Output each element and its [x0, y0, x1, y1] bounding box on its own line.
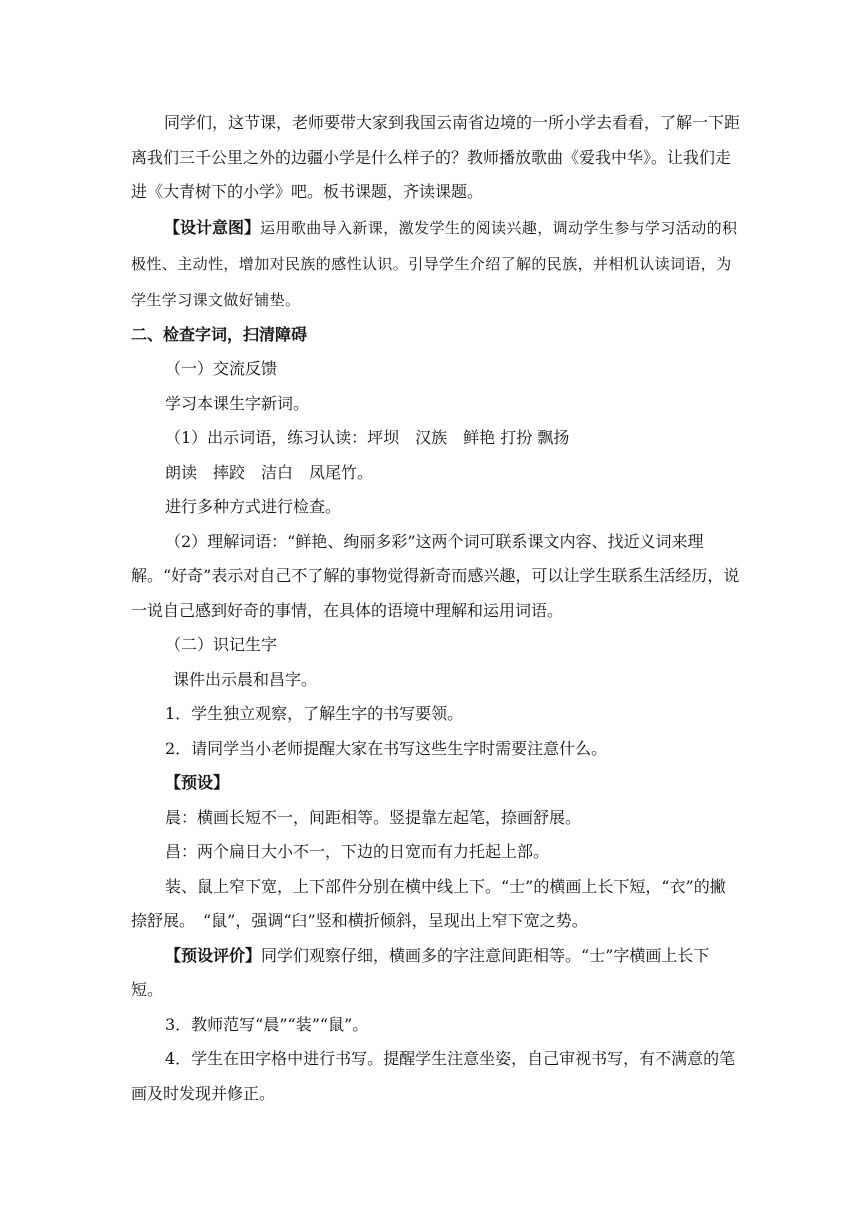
vocab-check-note: 进行多种方式进行检查。 [165, 497, 342, 516]
design-intent-label: 【设计意图】 [164, 217, 261, 237]
preset-zhuang-shu: 装、鼠上窄下宽，上下部件分别在横中线上下。“士”的横画上长下短，“衣”的撇捺舒展。 “鼠”，强调“臼”竖和横折倾斜，呈现出上窄下宽之势。 [131, 876, 726, 930]
preset-chen: 晨：横画长短不一，间距相等。竖提靠左起笔，捺画舒展。 [165, 807, 582, 827]
section-heading: 二、检查字词，扫清障碍 [131, 324, 308, 344]
subsection-intro: 学习本课生字新词。 [165, 393, 310, 413]
preset-evaluation-text: 同学们观察仔细，横画多的字注意间距相等。“士”字横画上长下短。 [131, 945, 710, 999]
vocab-item-2: （2）理解词语：“鲜艳、绚丽多彩”这两个词可联系课文内容、找近义词来理解。“好奇”表示对自己不了解的事物觉得新奇而感兴趣，可以让学生联系生活经历，说一说自己感到好奇的事情，在具体的语境中理解和运用词语。 [131, 531, 740, 620]
step-2: 2．请同学当小老师提醒大家在书写这些生字时需要注意什么。 [165, 738, 608, 758]
step-1: 1．学生独立观察，了解生字的书写要领。 [165, 704, 464, 723]
document-body [131, 106, 741, 1111]
subsection-title-characters: （二）识记生字 [165, 635, 278, 654]
preset-chang: 昌：两个扁日大小不一，下边的日宽而有力托起上部。 [165, 842, 550, 861]
preset-evaluation-label: 【预设评价】 [165, 945, 262, 965]
preset-evaluation [131, 939, 741, 1008]
design-intent-text: 运用歌曲导入新课，激发学生的阅读兴趣，调动学生参与学习活动的积极性、主动性，增加对民族的感性认识。引导学生介绍了解的民族，并相机认读词语，为学生学习课文做好铺垫。 [131, 218, 738, 309]
step-3: 3．教师范写“晨”“装”“鼠”。 [165, 1014, 369, 1034]
design-intent-paragraph [131, 210, 741, 318]
characters-intro: 课件出示晨和昌字。 [173, 669, 318, 689]
vocab-item-1: （1）出示词语，练习认读：坪坝 汉族 鲜艳 打扮 飘扬 [165, 428, 570, 447]
preset-label: 【预设】 [165, 773, 230, 792]
intro-paragraph: 同学们，这节课，老师要带大家到我国云南省边境的一所小学去看看，了解一下距离我们三千公里之外的边疆小学是什么样子的？教师播放歌曲《爱我中华》。让我们走进《大青树下的小学》吧。板书课题，齐读课题。 [131, 113, 741, 201]
step-4: 4．学生在田字格中进行书写。提醒学生注意坐姿，自己审视书写，有不满意的笔画及时发现并修正。 [131, 1049, 736, 1103]
vocab-item-1-continued: 朗读 摔跤 洁白 凤尾竹。 [165, 462, 374, 482]
subsection-title-feedback: （一）交流反馈 [165, 359, 278, 378]
